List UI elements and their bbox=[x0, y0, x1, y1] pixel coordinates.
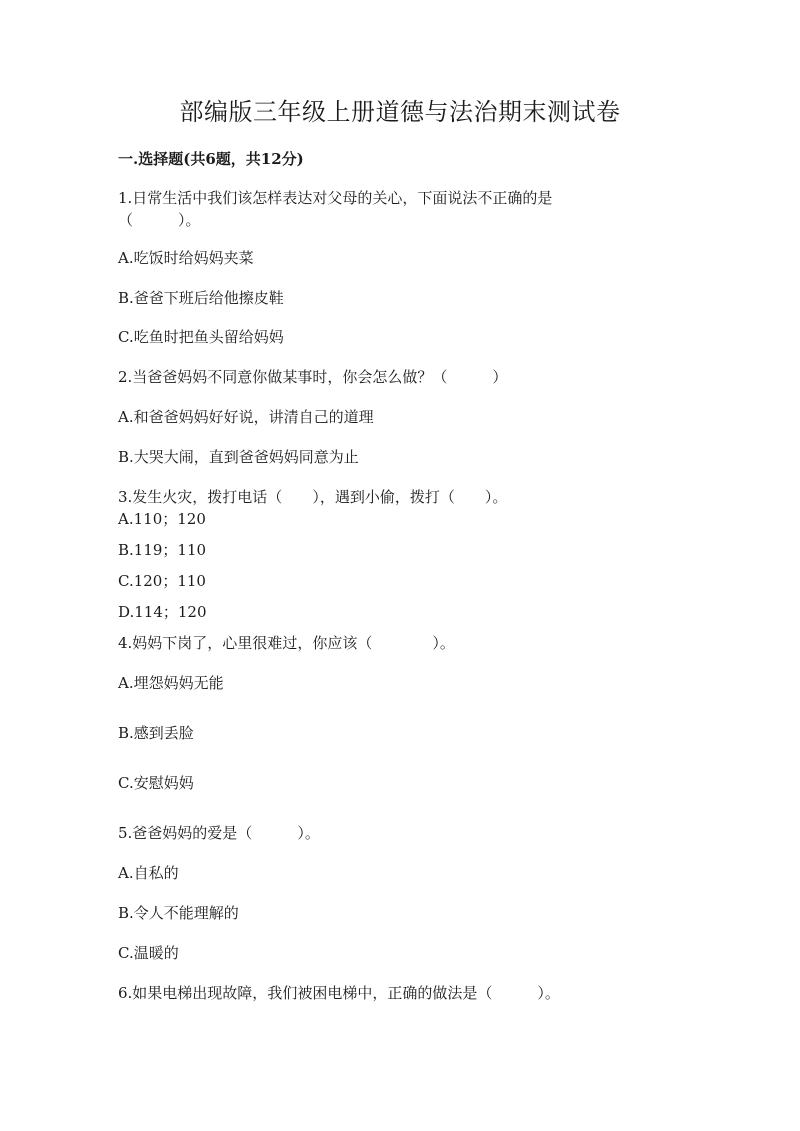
question-5-option-a: A.自私的 bbox=[118, 864, 179, 882]
question-3-option-a: A.110；120 bbox=[118, 510, 206, 528]
question-5-option-c: C.温暖的 bbox=[118, 944, 179, 962]
question-4-option-c: C.安慰妈妈 bbox=[118, 774, 194, 792]
question-1-option-a: A.吃饭时给妈妈夹菜 bbox=[118, 249, 254, 267]
question-1-stem-line-2: （ ）。 bbox=[118, 211, 201, 229]
question-2-option-b: B.大哭大闹，直到爸爸妈妈同意为止 bbox=[118, 448, 359, 466]
question-3-option-c: C.120；110 bbox=[118, 572, 206, 590]
question-2-option-a: A.和爸爸妈妈好好说，讲清自己的道理 bbox=[118, 408, 374, 426]
page-title: 部编版三年级上册道德与法治期末测试卷 bbox=[179, 98, 621, 126]
question-1-stem-line-1: 1.日常生活中我们该怎样表达对父母的关心，下面说法不正确的是 bbox=[118, 189, 553, 207]
question-1-option-c: C.吃鱼时把鱼头留给妈妈 bbox=[118, 328, 284, 346]
question-5-stem: 5.爸爸妈妈的爱是（ ）。 bbox=[118, 824, 320, 842]
question-3-stem: 3.发生火灾，拨打电话（ ），遇到小偷，拨打（ ）。 bbox=[118, 488, 508, 506]
question-4-option-b: B.感到丢脸 bbox=[118, 724, 194, 742]
question-4-stem: 4.妈妈下岗了，心里很难过，你应该（ ）。 bbox=[118, 634, 455, 652]
question-3-option-b: B.119；110 bbox=[118, 541, 207, 559]
question-4-option-a: A.埋怨妈妈无能 bbox=[118, 674, 224, 692]
question-3-option-d: D.114；120 bbox=[118, 603, 207, 621]
question-5-option-b: B.令人不能理解的 bbox=[118, 904, 239, 922]
question-2-stem: 2.当爸爸妈妈不同意你做某事时，你会怎么做？（ ） bbox=[118, 368, 508, 386]
question-1-option-b: B.爸爸下班后给他擦皮鞋 bbox=[118, 289, 284, 307]
question-6-stem: 6.如果电梯出现故障，我们被困电梯中，正确的做法是（ ）。 bbox=[118, 984, 560, 1002]
section-heading: 一.选择题(共6题，共12分) bbox=[118, 150, 304, 168]
